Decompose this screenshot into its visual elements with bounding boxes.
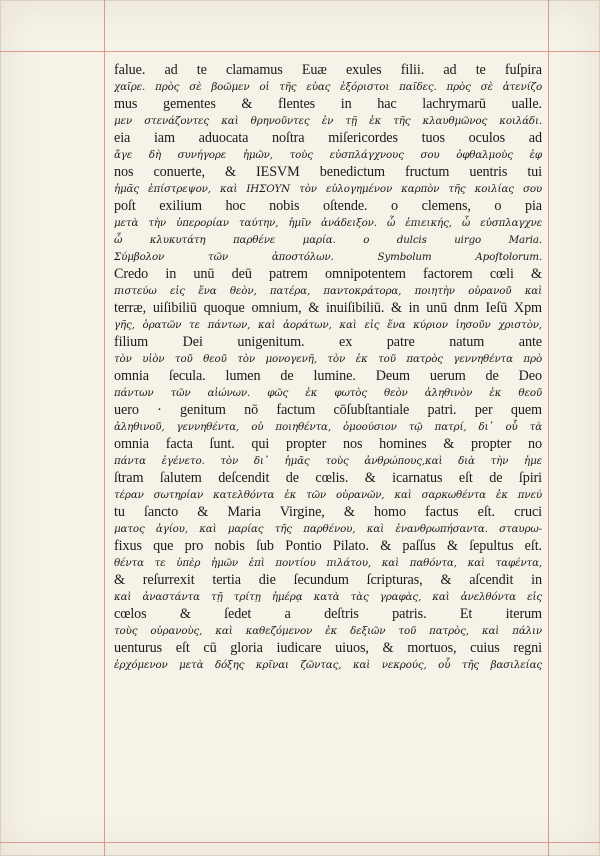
margin-rule-bottom xyxy=(0,842,600,843)
text-line: θέντα τε ὑπὲρ ἡμῶν ἐπὶ ποντίου πιλάτου, καὶ παθόντα, καὶ ταφέντα, xyxy=(114,557,542,569)
text-line: tu ſancto & Maria Virgine, & homo factus eſt. cruci xyxy=(114,504,542,520)
text-line: nos conuerte, & IESVM benedictum fructum uentris tui xyxy=(114,164,542,180)
text-line: πάντα ἐγένετο. τὸν δι᾽ ἡμᾶς τοὺς ἀνθρώπους,καὶ διὰ τὴν ἡμε xyxy=(114,455,542,467)
text-line: filium Dei unigenitum. ex patre natum ante xyxy=(114,334,542,350)
section-heading: Σύμβολον τῶν ἀποστόλων. Symbolum Apoſtolorum. xyxy=(114,251,542,263)
text-line: πιστεύω εἰς ἕνα θεὸν, πατέρα, παντοκράτορα, ποιητὴν οὐρανοῦ καὶ xyxy=(114,285,542,297)
text-line: poſt exilium hoc nobis oſtende. o clemens, o pia xyxy=(114,198,542,214)
text-line: τοὺς οὐρανοὺς, καὶ καθεζόμενον ἐκ δεξιῶν τοῦ πατρὸς, καὶ πάλιν xyxy=(114,625,542,637)
text-line: fixus que pro nobis ſub Pontio Pilato. & paſſus & ſepultus eſt. xyxy=(114,538,542,554)
text-line: ἄγε δὴ συνήγορε ἡμῶν, τοὺς εὐσπλάγχνους σου ὀφθαλμοὺς ἐφ xyxy=(114,149,542,161)
text-line: μετὰ τὴν ὑπερορίαν ταύτην, ἡμῖν ἀνάδειξον. ὦ ἐπιεικής, ὦ εὐσπλαγχνε xyxy=(114,217,542,229)
text-line: ἀληθινοῦ, γεννηθέντα, οὐ ποιηθέντα, ὁμοούσιον τῷ πατρί, δι᾽ οὗ τὰ xyxy=(114,421,542,433)
margin-rule-left xyxy=(104,0,105,856)
text-line: omnia ſecula. lumen de lumine. Deum uerum de Deo xyxy=(114,368,542,384)
text-line: & reſurrexit tertia die ſecundum ſcripturas, & aſcendit in xyxy=(114,572,542,588)
margin-rule-right xyxy=(548,0,549,856)
text-line: uero · genitum nō factum cōſubſtantiale patri. per quem xyxy=(114,402,542,418)
text-line: mus gementes & flentes in hac lachrymarū ualle. xyxy=(114,96,542,112)
text-line: καὶ ἀναστάντα τῇ τρίτῃ ἡμέρᾳ κατὰ τὰς γραφὰς, καὶ ἀνελθόντα εἰς xyxy=(114,591,542,603)
text-line: τέραν σωτηρίαν κατελθόντα ἐκ τῶν οὐρανῶν, καὶ σαρκωθέντα ἐκ πνεύ xyxy=(114,489,542,501)
text-line: eia iam aduocata noſtra miſericordes tuos oculos ad xyxy=(114,130,542,146)
text-line: τὸν υἱὸν τοῦ θεοῦ τὸν μονογενῆ, τὸν ἐκ τοῦ πατρὸς γεννηθέντα πρὸ xyxy=(114,353,542,365)
text-line: ἐρχόμενον μετὰ δόξης κρῖναι ζῶντας, καὶ νεκρούς, οὗ τῆς βασιλείας xyxy=(114,659,542,671)
text-line: cœlos & ſedet a deſtris patris. Et iterum xyxy=(114,606,542,622)
text-column xyxy=(114,62,542,674)
text-line: ματος ἁγίου, καὶ μαρίας τῆς παρθένου, καὶ ἐνανθρωπήσαντα. σταυρω- xyxy=(114,523,542,535)
text-line: πάντων τῶν αἰώνων. φῶς ἐκ φωτὸς θεὸν ἀληθινὸν ἐκ θεοῦ xyxy=(114,387,542,399)
margin-rule-top xyxy=(0,51,600,52)
text-line: γῆς, ὁρατῶν τε πάντων, καὶ ἀοράτων, καὶ εἰς ἕνα κύριον ἰησοῦν χριστὸν, xyxy=(114,319,542,331)
text-line: terræ, uiſibiliū quoque omnium, & inuiſibiliū. & in unū dnm Ieſū Xpm xyxy=(114,300,542,316)
text-line: χαῖρε. πρὸς σὲ βοῶμεν οἱ τῆς εὐας ἐξόριστοι παῖδες. πρὸς σὲ ἀτενίζο xyxy=(114,81,542,93)
text-line: omnia facta ſunt. qui propter nos homines & propter no xyxy=(114,436,542,452)
text-line: ὦ κλυκυτάτη παρθένε μαρία. o dulcis uirgo Maria. xyxy=(114,234,542,246)
text-line: μεν στενάζοντες καὶ θρηνοῦντες ἐν τῇ ἐκ τῆς κλαυθμῶνος κοιλάδι. xyxy=(114,115,542,127)
text-line: uenturus eſt cū gloria iudicare uiuos, & mortuos, cuius regni xyxy=(114,640,542,656)
text-line: Credo in unū deū patrem omnipotentem factorem cœli & xyxy=(114,266,542,282)
text-line: falue. ad te clamamus Euæ exules filii. ad te fuſpira xyxy=(114,62,542,78)
text-line: ἡμᾶς ἐπίστρεψον, καὶ ΙΗΣΟΥΝ τὸν εὐλογημένον καρπὸν τῆς κοιλίας σου xyxy=(114,183,542,195)
text-line: ſtram ſalutem deſcendit de cœlis. & icarnatus eſt de ſpiri xyxy=(114,470,542,486)
